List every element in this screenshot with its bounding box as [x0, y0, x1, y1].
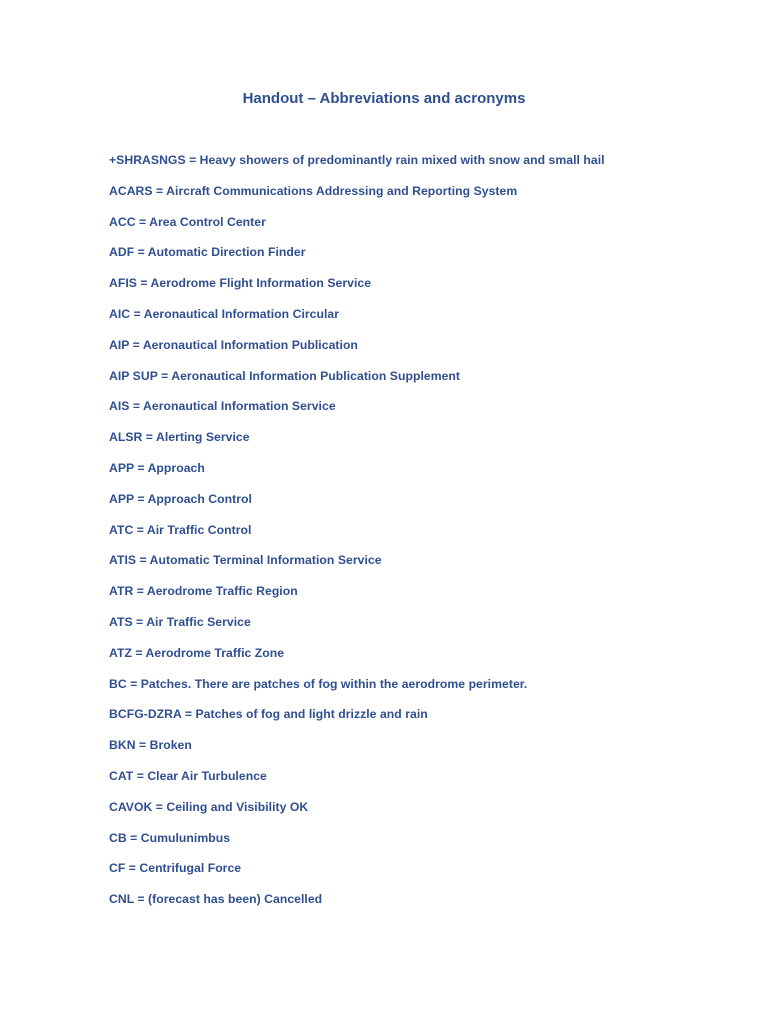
list-item: AIS = Aeronautical Information Service — [109, 399, 336, 414]
list-item: BKN = Broken — [109, 738, 192, 753]
list-item: CAVOK = Ceiling and Visibility OK — [109, 799, 309, 814]
list-item: ATC = Air Traffic Control — [109, 522, 252, 537]
abbreviation-list — [109, 149, 729, 919]
list-item: CF = Centrifugal Force — [109, 861, 242, 876]
list-item: ATS = Air Traffic Service — [109, 614, 251, 629]
list-item: APP = Approach — [109, 460, 205, 475]
list-item: ADF = Automatic Direction Finder — [109, 245, 306, 260]
page-title: Handout – Abbreviations and acronyms — [242, 90, 526, 107]
list-item: APP = Approach Control — [109, 491, 252, 506]
list-item: AIP SUP = Aeronautical Information Publication Supplement — [109, 368, 461, 383]
list-item: AIP = Aeronautical Information Publication — [109, 337, 358, 352]
list-item: ACARS = Aircraft Communications Addressing and Reporting System — [109, 183, 518, 198]
list-item: ATR = Aerodrome Traffic Region — [109, 584, 298, 599]
list-item: +SHRASNGS = Heavy showers of predominantly rain mixed with snow and small hail — [109, 153, 605, 167]
list-item: CNL = (forecast has been) Cancelled — [109, 892, 323, 907]
list-item: ALSR = Alerting Service — [109, 430, 250, 445]
list-item: ATZ = Aerodrome Traffic Zone — [109, 645, 285, 660]
list-item: ACC = Area Control Center — [109, 214, 266, 229]
list-item: AIC = Aeronautical Information Circular — [109, 306, 340, 321]
list-item: AFIS = Aerodrome Flight Information Service — [109, 276, 372, 291]
list-item: ATIS = Automatic Terminal Information Service — [109, 553, 382, 568]
list-item: BC = Patches. There are patches of fog within the aerodrome perimeter. — [109, 676, 528, 691]
list-item: CB = Cumulunimbus — [109, 830, 231, 845]
list-item: BCFG-DZRA = Patches of fog and light drizzle and rain — [109, 707, 428, 722]
list-item: CAT = Clear Air Turbulence — [109, 768, 267, 783]
